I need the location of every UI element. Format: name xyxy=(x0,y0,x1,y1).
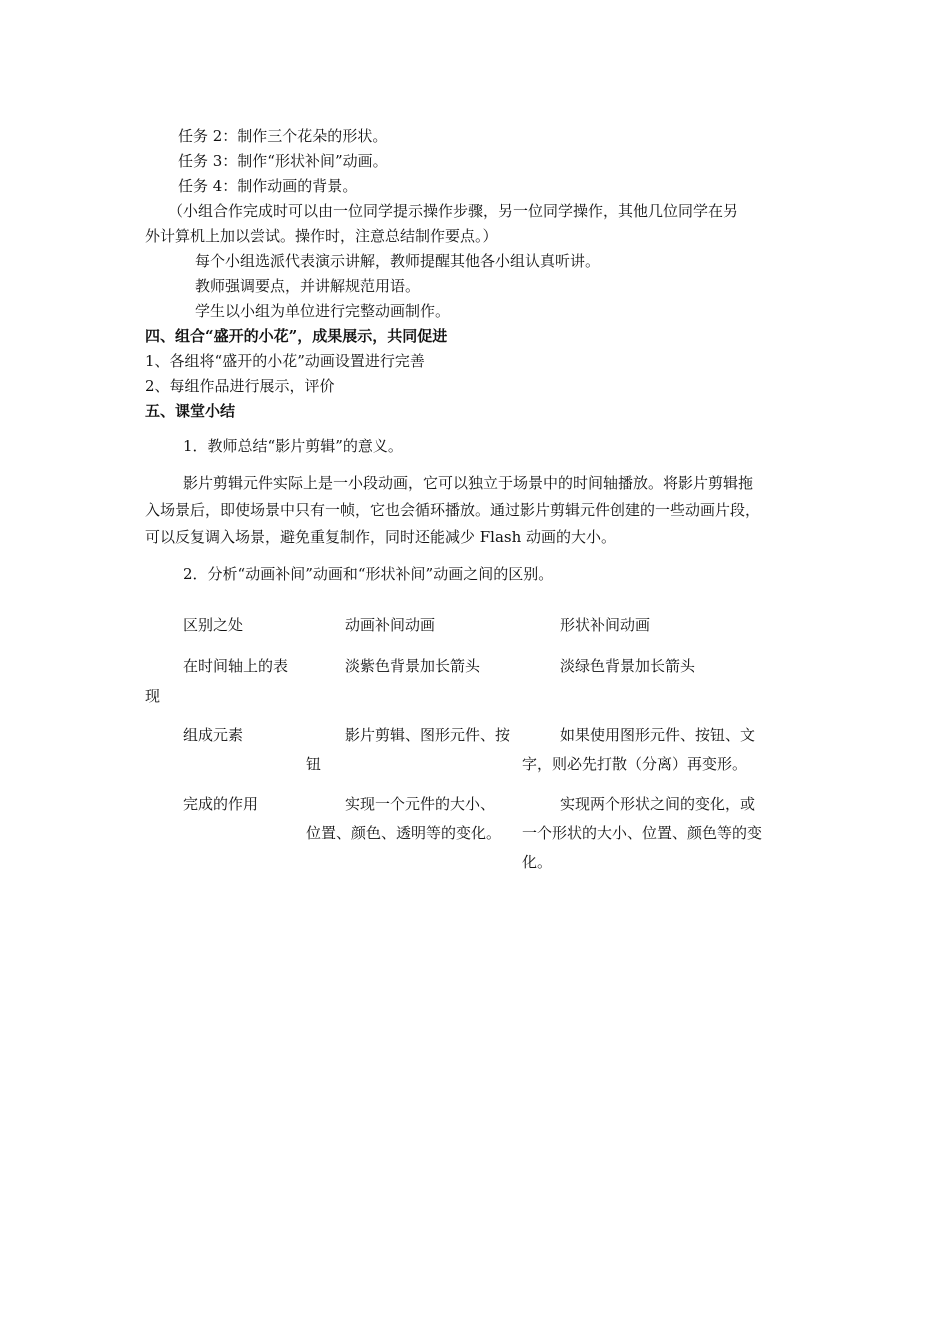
summary-paragraph-line-2: 入场景后，即使场景中只有一帧，它也会循环播放。通过影片剪辑元件创建的一些动画片段， xyxy=(145,501,761,519)
section-4-heading: 四、组合“盛开的小花”，成果展示，共同促进 xyxy=(145,327,448,345)
table-row-2-motion-line-2: 钮 xyxy=(306,755,322,773)
section-5-heading: 五、课堂小结 xyxy=(145,402,236,420)
table-row-1-label-line-1: 在时间轴上的表 xyxy=(183,657,289,675)
table-row-1-shape: 淡绿色背景加长箭头 xyxy=(560,657,696,675)
table-row-2-motion-line-1: 影片剪辑、图形元件、按 xyxy=(345,726,511,744)
table-row-2-label: 组成元素 xyxy=(183,726,244,744)
summary-paragraph-line-1: 影片剪辑元件实际上是一小段动画，它可以独立于场景中的时间轴播放。将影片剪辑拖 xyxy=(183,474,754,492)
task-2: 任务 2：制作三个花朵的形状。 xyxy=(178,127,388,145)
group-note-line-2: 外计算机上加以尝试。操作时，注意总结制作要点。） xyxy=(145,227,498,245)
task-3: 任务 3：制作“形状补间”动画。 xyxy=(178,152,388,170)
table-row-2-shape-line-1: 如果使用图形元件、按钮、文 xyxy=(560,726,756,744)
table-row-1-label-line-2: 现 xyxy=(145,687,161,705)
table-row-3-motion-line-2: 位置、颜色、透明等的变化。 xyxy=(306,824,502,842)
step-2: 教师强调要点，并讲解规范用语。 xyxy=(195,277,421,295)
group-note-line-1: （小组合作完成时可以由一位同学提示操作步骤，另一位同学操作，其他几位同学在另 xyxy=(168,202,739,220)
summary-point-1: 1．教师总结“影片剪辑”的意义。 xyxy=(183,437,403,455)
table-row-3-shape-line-1: 实现两个形状之间的变化，或 xyxy=(560,795,756,813)
table-row-3-shape-line-3: 化。 xyxy=(522,853,553,871)
table-row-3-shape-line-2: 一个形状的大小、位置、颜色等的变 xyxy=(522,824,763,842)
section-4-item-2: 2、每组作品进行展示，评价 xyxy=(145,377,335,395)
task-4: 任务 4：制作动画的背景。 xyxy=(178,177,358,195)
table-header-motion-tween: 动画补间动画 xyxy=(345,616,436,634)
step-1: 每个小组选派代表演示讲解，教师提醒其他各小组认真听讲。 xyxy=(195,252,601,270)
summary-point-2: 2．分析“动画补间”动画和“形状补间”动画之间的区别。 xyxy=(183,565,554,583)
section-4-item-1: 1、各组将“盛开的小花”动画设置进行完善 xyxy=(145,352,425,370)
table-header-difference: 区别之处 xyxy=(183,616,244,634)
table-row-3-motion-line-1: 实现一个元件的大小、 xyxy=(345,795,496,813)
table-row-2-shape-line-2: 字，则必先打散（分离）再变形。 xyxy=(522,755,748,773)
table-row-1-motion: 淡紫色背景加长箭头 xyxy=(345,657,481,675)
table-row-3-label: 完成的作用 xyxy=(183,795,259,813)
summary-paragraph-line-3: 可以反复调入场景，避免重复制作，同时还能减少 Flash 动画的大小。 xyxy=(145,528,617,546)
table-header-shape-tween: 形状补间动画 xyxy=(560,616,651,634)
step-3: 学生以小组为单位进行完整动画制作。 xyxy=(195,302,451,320)
